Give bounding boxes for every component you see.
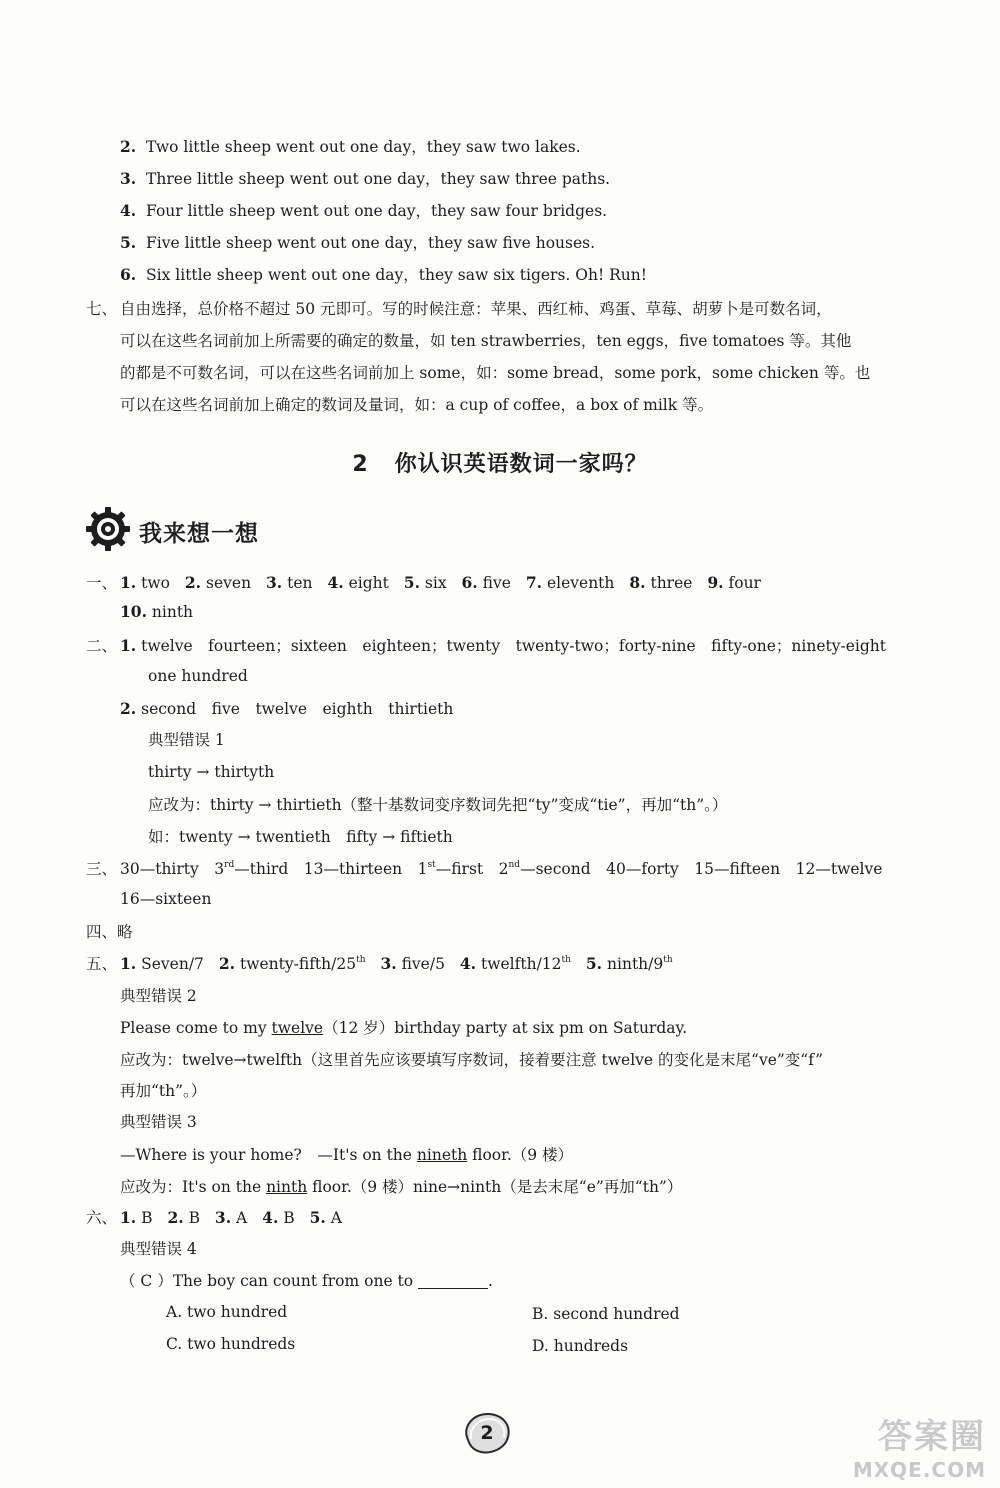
- s3-answers: 30—thirty 3rd—third 13—thirteen 1st—first 2nd—second 40—forty 15—fifteen 12—twelve: [120, 860, 883, 878]
- error-text-2: Please come to my twelve（12 岁）birthday party at six pm on Saturday.: [120, 1019, 688, 1037]
- s1-answer-10: 10. ninth: [120, 602, 194, 621]
- subsection-label: 我来想一想: [139, 520, 259, 547]
- q7-label: 七、: [86, 300, 118, 318]
- watermark: 答案圈 MXQE.COM: [852, 1417, 986, 1482]
- option-d: D. hundreds: [532, 1337, 629, 1355]
- error-label-3: 典型错误 3: [120, 1113, 197, 1131]
- s3-label: 三、: [86, 860, 118, 878]
- question-text-4: （ C ）The boy can count from one to .: [120, 1272, 493, 1290]
- option-c: C. two hundreds: [166, 1335, 296, 1353]
- fix-text-2b: 再加“th”。）: [120, 1082, 207, 1100]
- fix-text-1: 应改为：thirty → thirtieth（整十基数词变序数词先把“ty”变成“tie”，再加“th”。）: [148, 796, 728, 814]
- error-label-4: 典型错误 4: [120, 1240, 197, 1258]
- q7-line: 自由选择，总价格不超过 50 元即可。写的时候注意：苹果、西红柿、鸡蛋、草莓、胡萝卜是可数名词，: [120, 300, 832, 318]
- list-item: 3. Three little sheep went out one day，they saw three paths.: [120, 169, 611, 188]
- s1-answers: 1. two 2. seven 3. ten 4. eight 5. six 6. five 7. eleventh 8. three 9. four: [120, 573, 761, 592]
- option-b: B. second hundred: [532, 1305, 680, 1323]
- s2-label: 二、: [86, 637, 118, 655]
- error-text-3: —Where is your home? —It's on the nineth floor.（9 楼）: [120, 1146, 574, 1164]
- s2-answer-1b: one hundred: [148, 667, 248, 685]
- q7-line: 可以在这些名词前加上所需要的确定的数量，如 ten strawberries，ten eggs，five tomatoes 等。其他: [120, 332, 852, 350]
- s5-answers: 1. Seven/7 2. twenty-fifth/25th 3. five/5 4. twelfth/12th 5. ninth/9th: [120, 954, 673, 973]
- page-number: 2: [480, 1422, 494, 1444]
- answer-blank: [418, 1274, 488, 1289]
- s3-answers-2: 16—sixteen: [120, 890, 212, 908]
- list-item: 5. Five little sheep went out one day，they saw five houses.: [120, 233, 596, 252]
- fix-text-2: 应改为：twelve→twelfth（这里首先应该要填写序数词，接着要注意 twelve 的变化是末尾“ve”变“f”: [120, 1051, 824, 1069]
- error-text-1: thirty → thirtyth: [148, 763, 275, 781]
- s4-answer: 四、略: [86, 923, 133, 941]
- s1-label: 一、: [86, 574, 118, 592]
- s6-answers: 1. B 2. B 3. A 4. B 5. A: [120, 1208, 342, 1227]
- list-item: 4. Four little sheep went out one day，they saw four bridges.: [120, 201, 608, 220]
- error-label-1: 典型错误 1: [148, 731, 225, 749]
- option-a: A. two hundred: [166, 1303, 288, 1321]
- section-title: 2 你认识英语数词一家吗？: [352, 452, 648, 477]
- subsection-header: [85, 506, 259, 556]
- list-item: 2. Two little sheep went out one day，they saw two lakes.: [120, 137, 581, 156]
- fix-text-3: 应改为：It's on the ninth floor.（9 楼）nine→ninth（是去末尾“e”再加“th”）: [120, 1178, 683, 1196]
- q7-line: 可以在这些名词前加上确定的数词及量词，如：a cup of coffee，a box of milk 等。: [120, 396, 714, 414]
- s6-label: 六、: [86, 1209, 118, 1227]
- page-number-badge: [461, 1411, 513, 1455]
- s2-answer-2: 2. second five twelve eighth thirtieth: [120, 699, 454, 718]
- error-label-2: 典型错误 2: [120, 987, 197, 1005]
- list-item: 6. Six little sheep went out one day，they saw six tigers. Oh! Run!: [120, 265, 647, 284]
- s5-label: 五、: [86, 955, 118, 973]
- s2-answer-1: 1. twelve fourteen；sixteen eighteen；twenty twenty-two；forty-nine fifty-one；ninety-eight: [120, 636, 887, 655]
- q7-line: 的都是不可数名词，可以在这些名词前加上 some，如：some bread，some pork，some chicken 等。也: [120, 364, 871, 382]
- gear-icon: [85, 506, 131, 556]
- example-text-1: 如：twenty → twentieth fifty → fiftieth: [148, 828, 453, 846]
